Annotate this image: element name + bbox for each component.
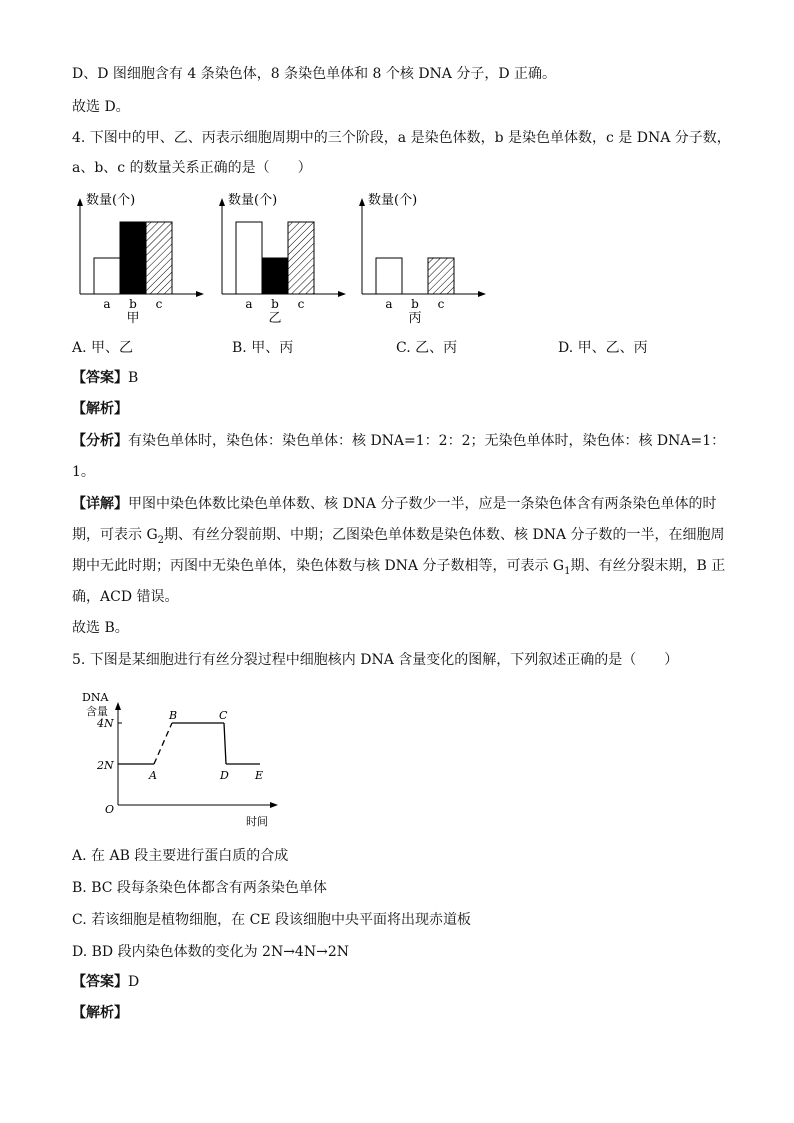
q4-fenxi-text: 有染色单体时，染色体：染色单体：核 DNA=1：2：2；无染色单体时，染色体：核 DNA=1：1。: [72, 433, 726, 480]
q4-xj-part-c: 期、有丝分裂末期，B 正确，ACD 错误。: [72, 558, 726, 605]
q4-stem-line2: a、b、c 的数量关系正确的是（ ）: [72, 160, 312, 176]
q5-point-b: B: [169, 709, 178, 722]
q5-origin: O: [105, 803, 115, 816]
q4-choose: 故选 B。: [72, 620, 129, 636]
cat-label-2-b: b: [411, 297, 419, 311]
y-label-1: 数量(个): [228, 193, 278, 208]
q5-x-arrow: [270, 802, 278, 808]
y-label-2: 数量(个): [368, 193, 418, 208]
bar-甲-b: [120, 222, 146, 294]
q5-option-d: D. BD 段内染色体数的变化为 2N→4N→2N: [72, 944, 349, 960]
panel-name-0: 甲: [126, 311, 140, 326]
q5-tick-4n: 4N: [97, 717, 114, 730]
q5-option-b: B. BC 段每条染色体都含有两条染色单体: [72, 880, 327, 896]
q4-fenxi-tag: 【分析】: [72, 433, 128, 449]
q4-answer: [72, 368, 138, 388]
q4-stem-line1: 4. 下图中的甲、乙、丙表示细胞周期中的三个阶段，a 是染色体数，b 是染色单体数，c 是 DNA 分子数，: [72, 130, 731, 146]
bar-乙-a: [236, 222, 262, 294]
bar-乙-b: [262, 258, 288, 294]
panel-name-1: 乙: [268, 311, 282, 326]
q5-y-arrow: [115, 702, 121, 710]
q5-analysis-tag: 【解析】: [72, 1005, 128, 1021]
q5-y-label-1: DNA: [82, 691, 109, 704]
x-arrow-1: [338, 291, 346, 297]
bar-甲-c: [146, 222, 172, 294]
prev-d-explanation: D、D 图细胞含有 4 条染色体，8 条染色单体和 8 个核 DNA 分子，D 正确。: [72, 66, 557, 82]
q4-answer-value: B: [128, 370, 139, 386]
q5-option-c: C. 若该细胞是植物细胞，在 CE 段该细胞中央平面将出现赤道板: [72, 912, 471, 928]
q4-fenxi: [72, 426, 727, 488]
x-arrow-0: [196, 291, 204, 297]
cat-label-0-c: c: [155, 297, 163, 311]
q4-answer-tag: 【答案】: [72, 370, 128, 386]
q5-point-c: C: [219, 709, 228, 722]
prev-choose: 故选 D。: [72, 99, 130, 115]
q5-tick-2n: 2N: [97, 759, 114, 772]
q5-answer-value: D: [128, 974, 140, 990]
bar-乙-c: [288, 222, 314, 294]
q4-xj-sub-1: 1: [564, 565, 571, 577]
q5-point-e: E: [255, 769, 264, 782]
cat-label-1-a: a: [245, 297, 253, 311]
dna-segment-1: [154, 723, 172, 764]
q4-xj-part-b: 期、有丝分裂前期、中期；乙图染色单体数是染色体数、核 DNA 分子数的一半，在细胞周期中无此时期；丙图中无染色单体，染色体数与核 DNA 分子数相等，可表示 G: [72, 527, 725, 574]
bar-甲-a: [94, 258, 120, 294]
q5-dna-chart: [72, 685, 302, 835]
y-arrow-2: [359, 198, 365, 206]
y-arrow-0: [77, 198, 83, 206]
q4-option-a: A. 甲、乙: [72, 340, 134, 356]
q4-xiangjie: [72, 489, 727, 613]
cat-label-2-a: a: [385, 297, 393, 311]
q4-xiangjie-tag: 【详解】: [72, 496, 128, 512]
cat-label-1-b: b: [271, 297, 279, 311]
bar-丙-c: [428, 258, 454, 294]
q4-option-c: C. 乙、丙: [396, 340, 458, 356]
x-arrow-2: [478, 291, 486, 297]
q5-answer-tag: 【答案】: [72, 974, 128, 990]
bar-丙-a: [376, 258, 402, 294]
q5-point-a: A: [149, 769, 157, 782]
cat-label-0-b: b: [129, 297, 137, 311]
q5-point-d: D: [220, 769, 229, 782]
y-label-0: 数量(个): [86, 193, 136, 208]
q5-x-label: 时间: [246, 815, 268, 828]
panel-name-2: 丙: [408, 311, 422, 326]
q4-analysis-tag: 【解析】: [72, 401, 128, 417]
q4-bar-charts: [0, 182, 794, 332]
cat-label-0-a: a: [103, 297, 111, 311]
q5-answer: [72, 972, 139, 992]
q4-xj-sub-2: 2: [157, 534, 165, 546]
q5-option-a: A. 在 AB 段主要进行蛋白质的合成: [72, 848, 289, 864]
q5-stem: 5. 下图是某细胞进行有丝分裂过程中细胞核内 DNA 含量变化的图解，下列叙述正确的是（ ）: [72, 652, 679, 668]
cat-label-1-c: c: [297, 297, 305, 311]
y-arrow-1: [219, 198, 225, 206]
q4-xj-part-a: 甲图中染色体数比染色单体数、核 DNA 分子数少一半，应是一条染色体含有两条染色单体的时期，可表示 G: [72, 496, 717, 543]
cat-label-2-c: c: [437, 297, 445, 311]
q4-option-d: D. 甲、乙、丙: [558, 340, 648, 356]
dna-segment-3: [224, 723, 226, 764]
q5-y-label-2: 含量: [86, 705, 108, 718]
q4-option-b: B. 甲、丙: [232, 340, 294, 356]
